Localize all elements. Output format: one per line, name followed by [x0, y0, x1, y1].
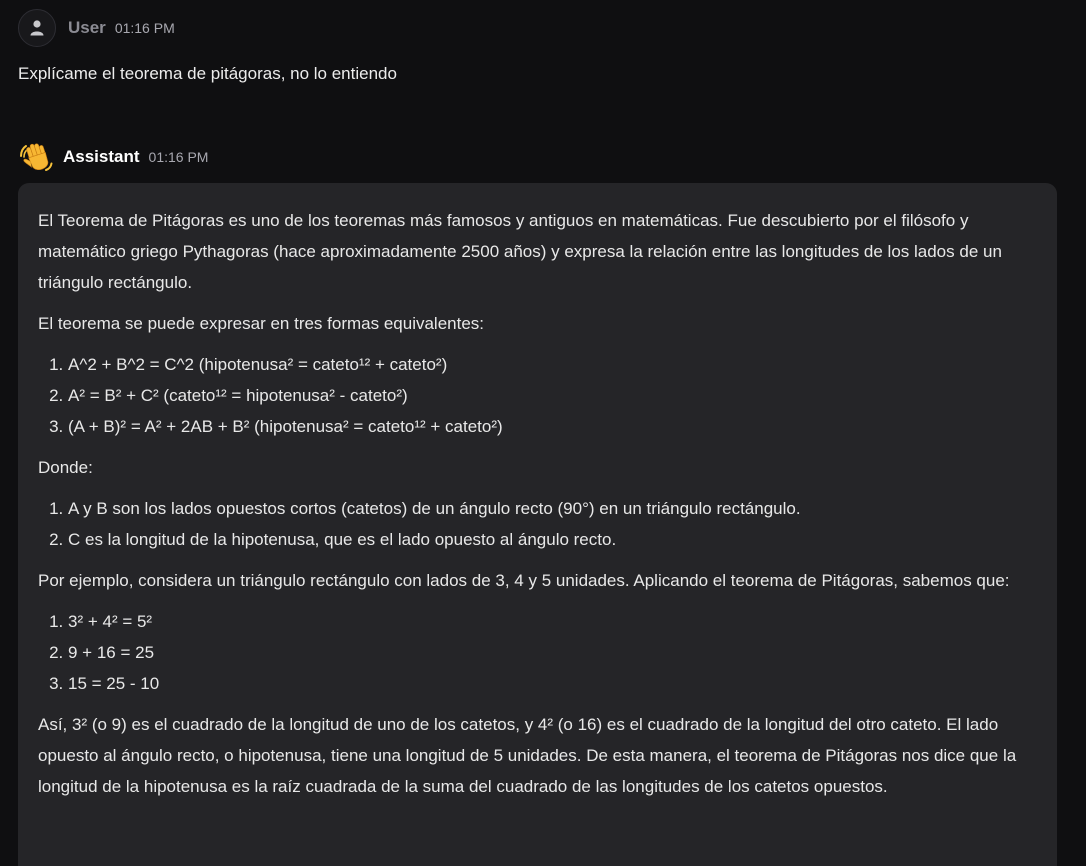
- user-name: User: [68, 18, 106, 37]
- user-icon: [28, 19, 46, 37]
- where-list: [38, 493, 1037, 555]
- assistant-message-header: [18, 139, 208, 175]
- list-item: 1. A y B son los lados opuestos cortos (catetos) de un ángulo recto (90°) en un triángulo rectángulo.: [68, 493, 1037, 524]
- assistant-message-bubble: [18, 183, 1057, 866]
- example-steps-list: [38, 606, 1037, 699]
- user-timestamp: 01:16 PM: [114, 20, 175, 36]
- conclusion-paragraph: Así, 3² (o 9) es el cuadrado de la longitud de uno de los catetos, y 4² (o 16) es el cuadrado de la longitud del otro cateto. El lado opuesto al ángulo recto, o hipotenusa, tiene una longitud de 5 unidades. De esta manera, el teorema de Pitágoras nos dice que la longitud de la hipotenusa es la raíz cuadrada de la suma del cuadrado de las longitudes de los catetos opuestos.: [38, 715, 1017, 796]
- forms-intro-paragraph: El teorema se puede expresar en tres formas equivalentes:: [38, 314, 485, 333]
- user-message-text: Explícame el teorema de pitágoras, no lo entiendo: [18, 64, 397, 83]
- list-item: 1. 3² + 4² = 5²: [68, 606, 1037, 637]
- user-message-header: [18, 9, 175, 47]
- list-item: 3. (A + B)² = A² + 2AB + B² (hipotenusa² = cateto¹² + cateto²): [68, 411, 1037, 442]
- waving-hand-icon: [18, 139, 54, 175]
- forms-list: [38, 349, 1037, 442]
- list-item: 2. A² = B² + C² (cateto¹² = hipotenusa² - cateto²): [68, 380, 1037, 411]
- assistant-timestamp: 01:16 PM: [148, 149, 209, 165]
- list-item: 1. A^2 + B^2 = C^2 (hipotenusa² = cateto¹² + cateto²): [68, 349, 1037, 380]
- user-avatar[interactable]: [18, 9, 56, 47]
- list-item: 2. 9 + 16 = 25: [68, 637, 1037, 668]
- list-item: 2. C es la longitud de la hipotenusa, que es el lado opuesto al ángulo recto.: [68, 524, 1037, 555]
- example-intro-paragraph: Por ejemplo, considera un triángulo rectángulo con lados de 3, 4 y 5 unidades. Aplicando el teorema de Pitágoras, sabemos que:: [38, 571, 1010, 590]
- assistant-name: Assistant: [63, 147, 140, 166]
- where-label: Donde:: [38, 458, 93, 477]
- intro-paragraph: El Teorema de Pitágoras es uno de los teoremas más famosos y antiguos en matemáticas. Fue descubierto por el filósofo y matemático griego Pythagoras (hace aproximadamente 2500 años) y expresa la relación entre las longitudes de los lados de un triángulo rectángulo.: [38, 211, 1002, 292]
- list-item: 3. 15 = 25 - 10: [68, 668, 1037, 699]
